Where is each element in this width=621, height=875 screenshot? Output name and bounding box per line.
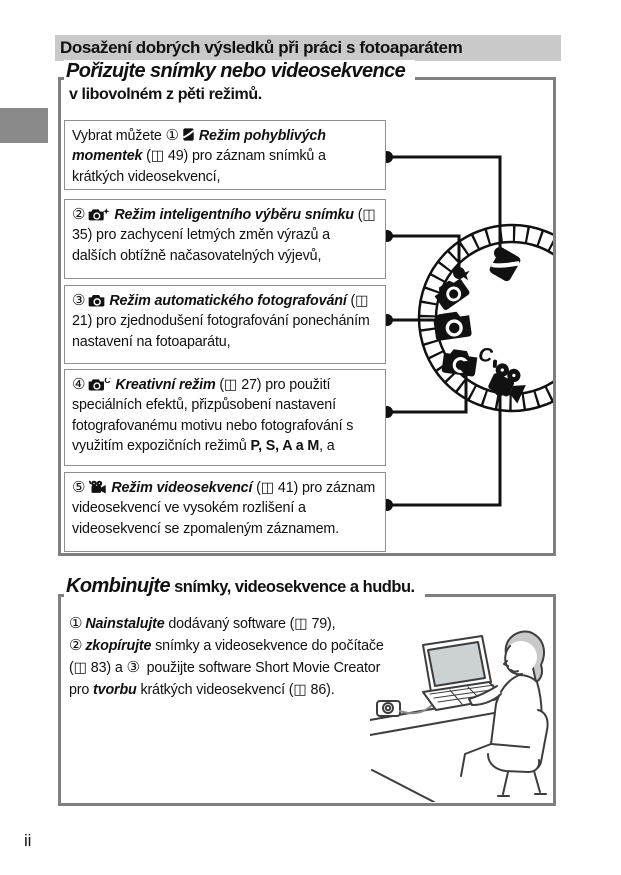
movie-mode-icon	[88, 480, 107, 495]
box4-text-end: , a	[319, 437, 335, 454]
section2-title-rest: snímky, videosekvence a hudbu.	[170, 578, 415, 596]
section1-subtitle: v libovolném z pěti režimů.	[69, 86, 262, 103]
section1-title	[64, 60, 415, 83]
circled-number-5: ⑤	[72, 479, 86, 496]
mode-box-auto-photo	[64, 285, 386, 364]
page-number: ii	[24, 831, 32, 850]
circled-number-1: ①	[165, 127, 179, 144]
box4-mode-title: Kreativní režim	[115, 377, 216, 393]
step1-text: dodávaný software (◫ 79),	[164, 616, 336, 632]
mode-box-movie	[64, 472, 386, 552]
mode-box-motion-snapshot	[64, 120, 386, 190]
circled-number-3: ③	[72, 292, 86, 309]
circled-step-2: ②	[69, 637, 83, 655]
section1-frame	[58, 77, 556, 556]
section2-title-emphasis: Kombinujte	[66, 575, 170, 597]
circled-number-4: ④	[72, 376, 86, 393]
box4-exposure-modes: P, S, A a M	[250, 437, 320, 454]
chapter-header-bar	[55, 35, 561, 61]
step2-text: snímky a videosekvence do počítače (◫ 83) a	[69, 638, 384, 677]
step3-emphasis: tvorbu	[93, 681, 137, 698]
step1-emphasis: Nainstalujte	[85, 616, 165, 632]
box1-mode-title: Režim pohyblivých momentek	[72, 128, 326, 165]
section2-frame	[58, 594, 556, 806]
box5-mode-title: Režim videosekvencí	[111, 480, 253, 496]
software-steps-paragraph	[69, 613, 401, 701]
auto-photo-icon	[88, 294, 105, 308]
circled-number-2: ②	[72, 206, 86, 223]
box3-text: (◫ 21) pro zjednodušení fotografování ponecháním nastavení na fotoaparátu,	[72, 293, 370, 350]
leg	[461, 744, 491, 776]
step2-emphasis: zkopírujte	[85, 638, 152, 655]
circled-step-3: ③	[126, 659, 140, 677]
circled-step-1: ①	[69, 615, 83, 632]
section1-title-text: Pořizujte snímky nebo videosekvence	[66, 60, 406, 82]
box4-text: (◫ 27) pro použití speciálních efektů, přizpůsobení nastavení fotografovanému motivu nebo fotografování s využitím expozičních režimů	[72, 377, 354, 454]
box2-mode-title: Režim inteligentního výběru snímku	[114, 207, 354, 223]
desk-side-edge	[372, 770, 434, 802]
step3-text-end: krátkých videosekvencí (◫ 86).	[136, 681, 335, 698]
chapter-tab-marker	[0, 108, 48, 143]
motion-snapshot-icon	[182, 127, 195, 142]
mode-box-creative	[64, 369, 386, 466]
box2-text: (◫ 35) pro zachycení letmých změn výrazů a dalších obtížně načasovatelných výjevů,	[72, 207, 376, 264]
mode-box-smart-photo-selector	[64, 199, 386, 279]
box1-text: (◫ 49) pro záznam snímků a krátkých videosekvencí,	[72, 148, 326, 185]
box1-prefix: Vybrat můžete	[72, 128, 166, 144]
section2-title	[64, 575, 425, 598]
step3-text: použijte software Short Movie Creator pro	[69, 660, 381, 698]
smart-photo-selector-icon	[88, 208, 110, 222]
creative-mode-icon	[88, 378, 111, 392]
box3-mode-title: Režim automatického fotografování	[109, 293, 347, 309]
chapter-title: Dosažení dobrých výsledků při práci s fotoaparátem	[60, 38, 463, 57]
box5-text: (◫ 41) pro záznam videosekvencí ve vysokém rozlišení a videosekvencí se zpomaleným záznamem.	[72, 480, 376, 537]
